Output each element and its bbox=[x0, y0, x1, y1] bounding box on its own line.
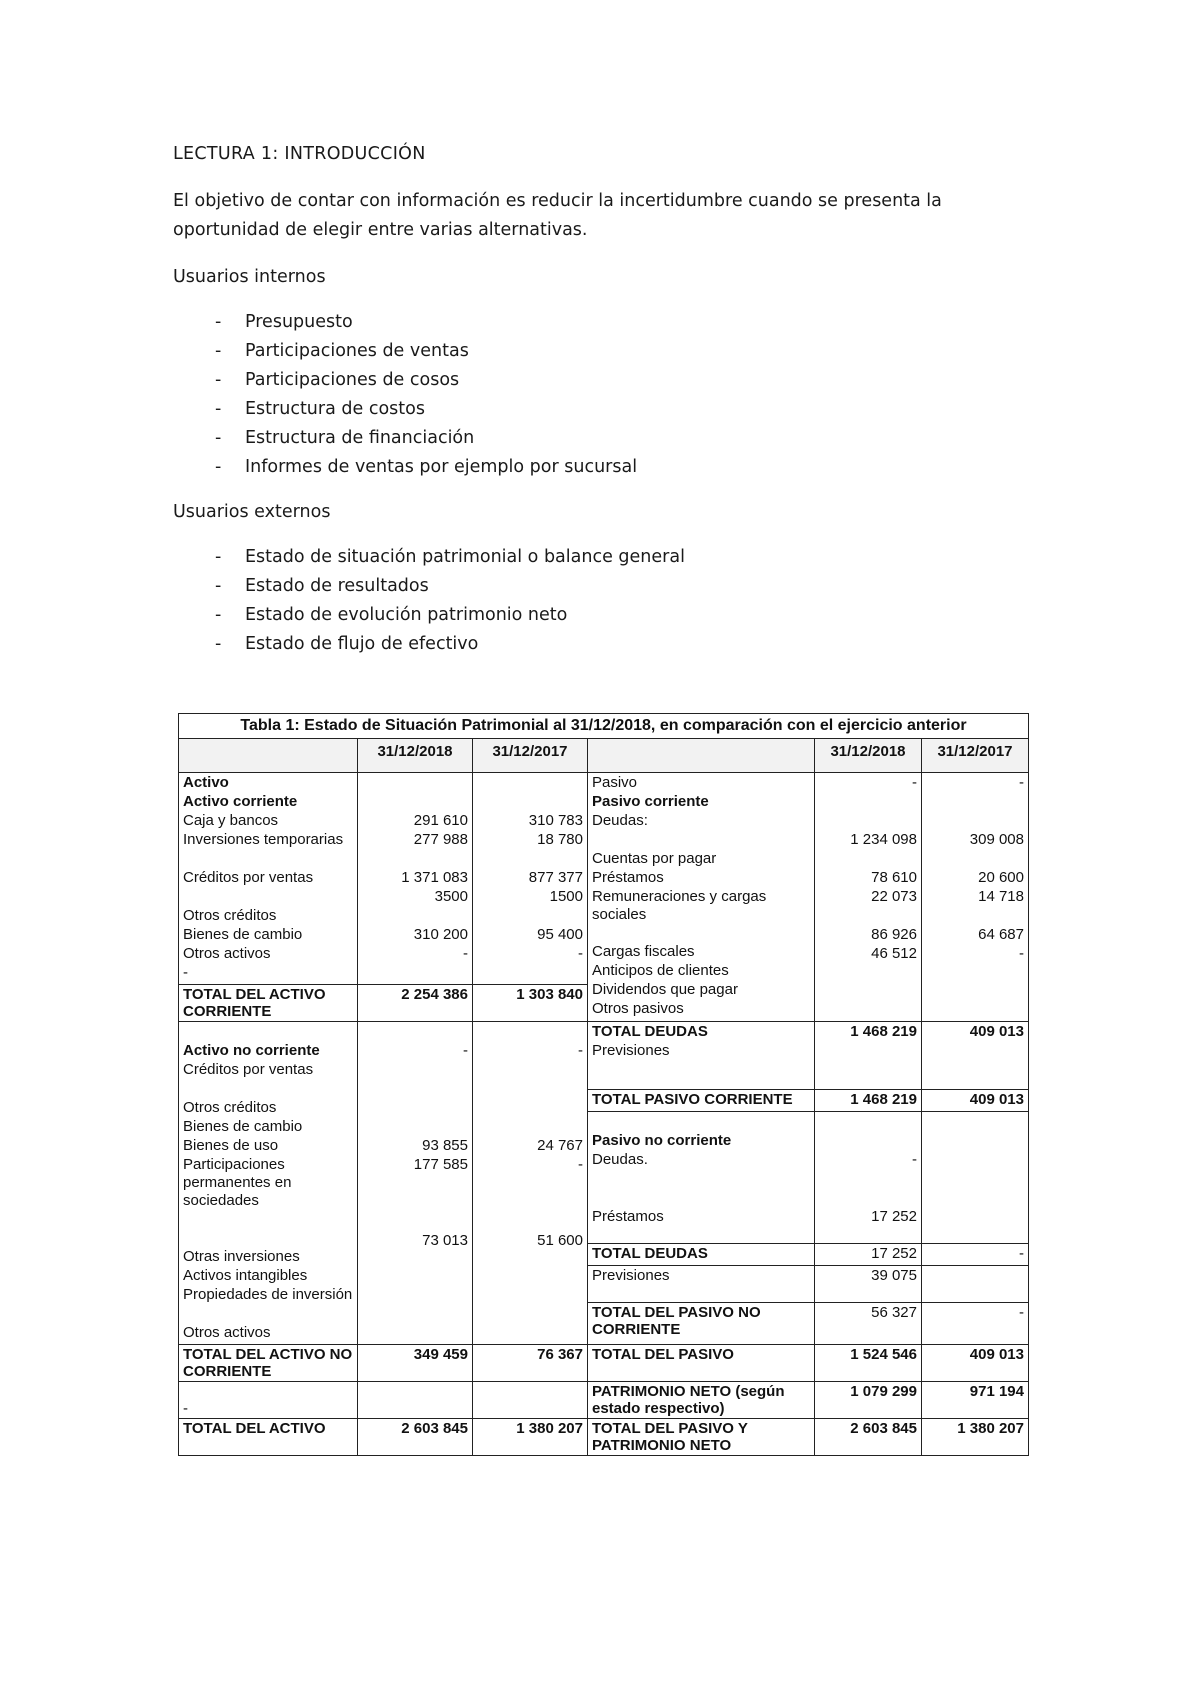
cell-line: - bbox=[578, 945, 583, 962]
cell-line: Pasivo corriente bbox=[592, 793, 709, 810]
cell-line bbox=[362, 850, 468, 869]
total-noncurrent-liabilities-2018: 56 327 bbox=[815, 1303, 922, 1345]
cell-line bbox=[477, 774, 583, 793]
cell-line: 86 926 bbox=[871, 926, 917, 943]
cell-line: Otros activos bbox=[183, 1324, 271, 1341]
cell-line bbox=[592, 1061, 810, 1080]
cell-line bbox=[477, 1194, 583, 1213]
current-liabilities-2017 bbox=[922, 773, 1029, 1022]
cell-line: 93 855 bbox=[422, 1137, 468, 1154]
cell-line bbox=[819, 1189, 917, 1208]
cell-line: Activos intangibles bbox=[183, 1267, 308, 1284]
cell-line bbox=[183, 888, 353, 907]
cell-line: Bienes de cambio bbox=[183, 926, 303, 943]
cell-line: Activo bbox=[183, 774, 229, 791]
cell-line: 1 371 083 bbox=[401, 869, 468, 886]
document-body bbox=[173, 140, 1033, 675]
total-current-assets-2017: 1 303 840 bbox=[473, 985, 588, 1022]
cell-line bbox=[183, 1023, 353, 1042]
cell-line bbox=[926, 907, 1024, 926]
noncurrent-assets-2018 bbox=[358, 1022, 473, 1345]
cell-line: 95 400 bbox=[537, 926, 583, 943]
cell-line: Otros pasivos bbox=[592, 1000, 684, 1017]
current-liabilities-labels bbox=[588, 773, 815, 1022]
cell-line bbox=[592, 1189, 810, 1208]
cell-line bbox=[183, 1229, 353, 1248]
cell-line bbox=[477, 1175, 583, 1194]
table-header-row bbox=[179, 739, 1029, 773]
cell-line: TOTAL DEUDAS bbox=[592, 1023, 708, 1040]
noncurrent-liabilities-labels bbox=[588, 1112, 815, 1244]
cell-line bbox=[926, 850, 1024, 869]
noncurrent-assets-2017 bbox=[473, 1022, 588, 1345]
total-noncurrent-liabilities-2017: - bbox=[922, 1303, 1029, 1345]
balance-sheet-table-wrapper bbox=[178, 713, 1028, 1456]
list-item: - Informes de ventas por ejemplo por sucursal bbox=[173, 453, 1033, 482]
cell-line: Préstamos bbox=[592, 869, 664, 886]
cell-line: Otros activos bbox=[183, 945, 271, 962]
cell-line: 1500 bbox=[549, 888, 583, 905]
cell-line bbox=[926, 1132, 1024, 1151]
cell-line: Créditos por ventas bbox=[183, 1061, 314, 1078]
total-current-liabilities-2017: 409 013 bbox=[922, 1089, 1029, 1112]
cell-line bbox=[592, 1170, 810, 1189]
total-liabilities-label: TOTAL DEL PASIVO bbox=[588, 1345, 815, 1382]
total-noncurrent-assets-2017: 76 367 bbox=[473, 1345, 588, 1382]
total-noncurrent-assets-2018: 349 459 bbox=[358, 1345, 473, 1382]
noncurrent-total-debts-label: TOTAL DEUDAS bbox=[588, 1243, 815, 1266]
cell-line bbox=[362, 1251, 468, 1270]
cell-line bbox=[477, 964, 583, 983]
noncurrent-assets-labels bbox=[179, 1022, 358, 1345]
header-2018-assets: 31/12/2018 bbox=[358, 739, 473, 773]
list-item: - Estado de resultados bbox=[173, 572, 1033, 601]
cell-line: 24 767 bbox=[537, 1137, 583, 1154]
cell-line: - bbox=[578, 1156, 583, 1173]
cell-line bbox=[362, 964, 468, 983]
cell-line: 177 585 bbox=[413, 1156, 468, 1173]
cell-line bbox=[819, 907, 917, 926]
cell-line: Cuentas por pagar bbox=[592, 850, 717, 867]
cell-line bbox=[819, 1132, 917, 1151]
equity-row-blank bbox=[473, 1382, 588, 1419]
cell-line: Caja y bancos bbox=[183, 812, 279, 829]
cell-line bbox=[362, 1213, 468, 1232]
cell-line bbox=[477, 1270, 583, 1289]
cell-line: 46 512 bbox=[871, 945, 917, 962]
cell-line bbox=[819, 983, 917, 1002]
cell-line: 409 013 bbox=[969, 1023, 1024, 1040]
cell-line: Bienes de uso bbox=[183, 1137, 279, 1154]
document-heading: LECTURA 1: INTRODUCCIÓN bbox=[173, 144, 426, 164]
total-liabilities-2018: 1 524 546 bbox=[815, 1345, 922, 1382]
cell-line: - bbox=[183, 964, 188, 981]
cell-line bbox=[183, 850, 353, 869]
cell-line bbox=[477, 850, 583, 869]
cell-line bbox=[819, 964, 917, 983]
cell-line: Otras inversiones bbox=[183, 1248, 300, 1265]
cell-line: 1 234 098 bbox=[850, 831, 917, 848]
cell-line: - bbox=[912, 774, 917, 791]
noncurrent-total-debts-2018: 17 252 bbox=[815, 1243, 922, 1266]
cell-line bbox=[477, 1118, 583, 1137]
current-liabilities-2018 bbox=[815, 773, 922, 1022]
table-row bbox=[179, 1419, 1029, 1456]
external-users-list bbox=[173, 543, 1033, 659]
noncurrent-provisions-2018: 39 075 bbox=[815, 1266, 922, 1303]
total-noncurrent-liabilities-label: TOTAL DEL PASIVO NO CORRIENTE bbox=[588, 1303, 815, 1345]
cell-line: 78 610 bbox=[871, 869, 917, 886]
total-current-liabilities-2018: 1 468 219 bbox=[815, 1089, 922, 1112]
header-2018-liabilities: 31/12/2018 bbox=[815, 739, 922, 773]
cell-line bbox=[926, 1208, 1024, 1227]
list-item: - Participaciones de cosos bbox=[173, 366, 1033, 395]
cell-line bbox=[477, 1061, 583, 1080]
cell-line: Bienes de cambio bbox=[183, 1118, 303, 1135]
cell-line bbox=[926, 793, 1024, 812]
equity-label: PATRIMONIO NETO (según estado respectivo) bbox=[588, 1382, 815, 1419]
liabilities-total-debts-2017 bbox=[922, 1022, 1029, 1090]
cell-line bbox=[819, 793, 917, 812]
cell-line bbox=[362, 1270, 468, 1289]
noncurrent-provisions-2017 bbox=[922, 1266, 1029, 1303]
cell-line bbox=[819, 1061, 917, 1080]
cell-line: - bbox=[912, 1151, 917, 1169]
cell-line: Remuneraciones y cargas sociales bbox=[592, 888, 767, 923]
total-current-assets-label: TOTAL DEL ACTIVO CORRIENTE bbox=[179, 985, 358, 1022]
cell-line bbox=[819, 850, 917, 869]
cell-line: 73 013 bbox=[422, 1232, 468, 1249]
cell-line: Inversiones temporarias bbox=[183, 831, 344, 848]
table-title: Tabla 1: Estado de Situación Patrimonial al 31/12/2018, en comparación con el ejercicio anterior bbox=[179, 714, 1029, 739]
cell-line bbox=[819, 812, 917, 831]
list-item: - Presupuesto bbox=[173, 308, 1033, 337]
cell-line bbox=[362, 774, 468, 793]
equity-left-dash: - bbox=[183, 1400, 188, 1417]
cell-line bbox=[362, 793, 468, 812]
cell-line: Pasivo bbox=[592, 774, 638, 791]
cell-line bbox=[362, 1080, 468, 1099]
cell-line: - bbox=[463, 945, 468, 962]
cell-line: 3500 bbox=[434, 888, 468, 905]
total-assets-2017: 1 380 207 bbox=[473, 1419, 588, 1456]
cell-line: 64 687 bbox=[978, 926, 1024, 943]
cell-line: 1 468 219 bbox=[850, 1023, 917, 1040]
cell-line: Pasivo no corriente bbox=[592, 1132, 732, 1150]
liabilities-total-debts-labels bbox=[588, 1022, 815, 1090]
cell-line: - bbox=[1019, 774, 1024, 791]
table-row bbox=[179, 1022, 1029, 1090]
cell-line: - bbox=[1019, 945, 1024, 962]
list-item: - Estructura de costos bbox=[173, 395, 1033, 424]
cell-line bbox=[477, 1023, 583, 1042]
noncurrent-total-debts-2017: - bbox=[922, 1243, 1029, 1266]
cell-line: Activo no corriente bbox=[183, 1042, 320, 1059]
cell-line: Previsiones bbox=[592, 1042, 670, 1059]
internal-users-title: Usuarios internos bbox=[173, 267, 326, 287]
cell-line: Cargas fiscales bbox=[592, 943, 695, 960]
header-blank bbox=[588, 739, 815, 773]
list-item: - Estado de evolución patrimonio neto bbox=[173, 601, 1033, 630]
current-assets-2018 bbox=[358, 773, 473, 985]
cell-line: 18 780 bbox=[537, 831, 583, 848]
current-assets-labels bbox=[179, 773, 358, 985]
cell-line bbox=[362, 1023, 468, 1042]
cell-line bbox=[362, 1118, 468, 1137]
cell-line bbox=[592, 831, 810, 850]
table-row bbox=[179, 1382, 1029, 1419]
external-users-title: Usuarios externos bbox=[173, 502, 331, 522]
liabilities-total-debts-2018 bbox=[815, 1022, 922, 1090]
cell-line bbox=[819, 1113, 917, 1132]
cell-line bbox=[592, 1113, 810, 1132]
list-item: - Estado de situación patrimonial o balance general bbox=[173, 543, 1033, 572]
cell-line: Otros créditos bbox=[183, 907, 277, 924]
total-noncurrent-assets-label: TOTAL DEL ACTIVO NO CORRIENTE bbox=[179, 1345, 358, 1382]
cell-line bbox=[477, 1251, 583, 1270]
cell-line bbox=[926, 1113, 1024, 1132]
cell-line bbox=[477, 1289, 583, 1308]
cell-line: Participaciones permanentes en sociedades bbox=[183, 1156, 292, 1209]
cell-line bbox=[926, 1170, 1024, 1189]
cell-line: 310 200 bbox=[413, 926, 468, 943]
total-liabilities-2017: 409 013 bbox=[922, 1345, 1029, 1382]
cell-line: 20 600 bbox=[978, 869, 1024, 886]
cell-line: 309 008 bbox=[969, 831, 1024, 848]
cell-line: 14 718 bbox=[978, 888, 1024, 905]
cell-line bbox=[362, 1289, 468, 1308]
list-item: - Estado de flujo de efectivo bbox=[173, 630, 1033, 659]
cell-line bbox=[926, 1061, 1024, 1080]
cell-line bbox=[926, 1189, 1024, 1208]
cell-line bbox=[183, 1305, 353, 1324]
cell-line: - bbox=[463, 1042, 468, 1059]
total-current-liabilities-label: TOTAL PASIVO CORRIENTE bbox=[588, 1089, 815, 1112]
header-2017-liabilities: 31/12/2017 bbox=[922, 739, 1029, 773]
equity-2017: 971 194 bbox=[922, 1382, 1029, 1419]
equity-row-left bbox=[179, 1382, 358, 1419]
balance-sheet-table bbox=[178, 713, 1029, 1456]
cell-line: Anticipos de clientes bbox=[592, 962, 729, 979]
total-current-assets-2018: 2 254 386 bbox=[358, 985, 473, 1022]
internal-users-list bbox=[173, 308, 1033, 482]
list-item: - Estructura de financiación bbox=[173, 424, 1033, 453]
cell-line: 277 988 bbox=[413, 831, 468, 848]
cell-line bbox=[819, 1170, 917, 1189]
total-assets-label: TOTAL DEL ACTIVO bbox=[179, 1419, 358, 1456]
header-2017-assets: 31/12/2017 bbox=[473, 739, 588, 773]
cell-line: Deudas: bbox=[592, 812, 648, 829]
equity-2018: 1 079 299 bbox=[815, 1382, 922, 1419]
cell-line bbox=[362, 1194, 468, 1213]
noncurrent-liabilities-2018 bbox=[815, 1112, 922, 1244]
cell-line bbox=[362, 907, 468, 926]
equity-row-blank bbox=[358, 1382, 473, 1419]
noncurrent-liabilities-2017 bbox=[922, 1112, 1029, 1244]
cell-line: 877 377 bbox=[528, 869, 583, 886]
cell-line: Créditos por ventas bbox=[183, 869, 314, 886]
table-row bbox=[179, 773, 1029, 985]
cell-line bbox=[926, 812, 1024, 831]
cell-line: 22 073 bbox=[871, 888, 917, 905]
table-row bbox=[179, 1345, 1029, 1382]
total-liabilities-equity-2017: 1 380 207 bbox=[922, 1419, 1029, 1456]
cell-line bbox=[183, 1080, 353, 1099]
cell-line bbox=[477, 907, 583, 926]
cell-line bbox=[362, 1061, 468, 1080]
cell-line bbox=[362, 1099, 468, 1118]
cell-line: Préstamos bbox=[592, 1208, 664, 1226]
cell-line: 310 783 bbox=[528, 812, 583, 829]
noncurrent-provisions-label: Previsiones bbox=[588, 1266, 815, 1303]
cell-line: Activo corriente bbox=[183, 793, 298, 810]
cell-line bbox=[926, 1151, 1024, 1170]
cell-line bbox=[477, 793, 583, 812]
intro-paragraph: El objetivo de contar con información es reducir la incertidumbre cuando se presenta la oportunidad de elegir entre varias alternativas. bbox=[173, 191, 942, 240]
cell-line bbox=[477, 1080, 583, 1099]
cell-line bbox=[926, 983, 1024, 1002]
total-liabilities-equity-label: TOTAL DEL PASIVO Y PATRIMONIO NETO bbox=[588, 1419, 815, 1456]
total-assets-2018: 2 603 845 bbox=[358, 1419, 473, 1456]
cell-line bbox=[926, 1042, 1024, 1061]
header-blank bbox=[179, 739, 358, 773]
cell-line: Propiedades de inversión bbox=[183, 1286, 353, 1303]
cell-line bbox=[477, 1213, 583, 1232]
cell-line: Deudas. bbox=[592, 1151, 648, 1169]
cell-line bbox=[183, 1210, 353, 1229]
cell-line bbox=[926, 964, 1024, 983]
cell-line bbox=[477, 1099, 583, 1118]
cell-line bbox=[592, 924, 810, 943]
cell-line: Otros créditos bbox=[183, 1099, 277, 1116]
cell-line bbox=[362, 1175, 468, 1194]
cell-line: Dividendos que pagar bbox=[592, 981, 738, 998]
current-assets-2017 bbox=[473, 773, 588, 985]
cell-line: - bbox=[578, 1042, 583, 1059]
cell-line: 51 600 bbox=[537, 1232, 583, 1249]
cell-line: 17 252 bbox=[871, 1208, 917, 1226]
list-item: - Participaciones de ventas bbox=[173, 337, 1033, 366]
cell-line: 291 610 bbox=[413, 812, 468, 829]
total-liabilities-equity-2018: 2 603 845 bbox=[815, 1419, 922, 1456]
cell-line bbox=[819, 1042, 917, 1061]
